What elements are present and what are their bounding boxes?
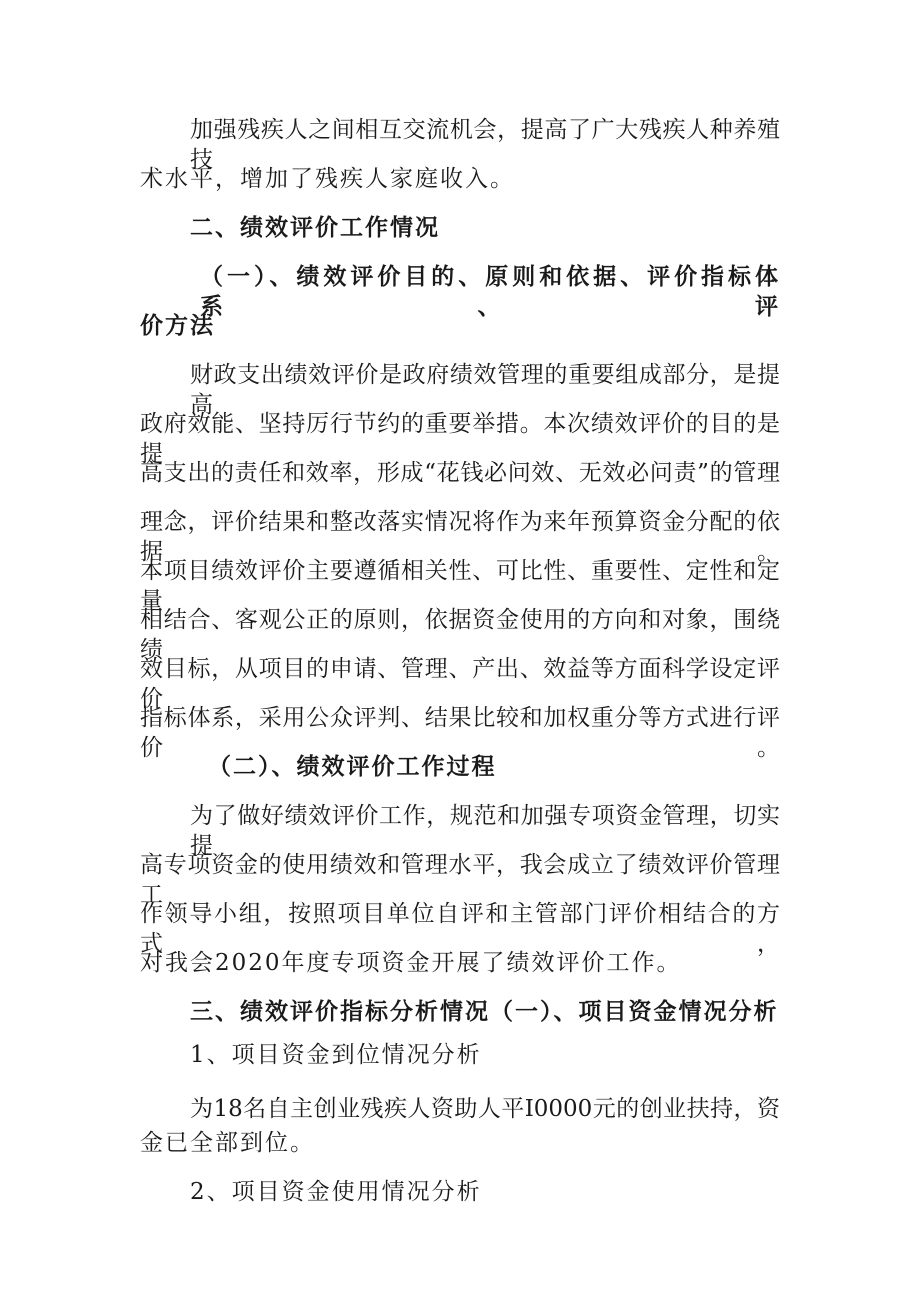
- paragraph-line: 术水平，增加了残疾人家庭收入。: [140, 166, 515, 192]
- item-heading: 1、项目资金到位情况分析: [190, 1042, 482, 1068]
- paragraph-line: 高专项资金的使用绩效和管理水平，我会成立了绩效评价管理工: [140, 852, 780, 908]
- paragraph-line: 高支出的责任和效率，形成“花钱必问效、无效必问责”的管理: [140, 460, 780, 486]
- paragraph-line: 金已全部到位。: [140, 1130, 315, 1156]
- paragraph-line: 为了做好绩效评价工作，规范和加强专项资金管理，切实提: [190, 803, 780, 859]
- paragraph-line: 相结合、客观公正的原则，依据资金使用的方向和对象，围绕绩: [140, 607, 780, 663]
- paragraph-line: 作领导小组，按照项目单位自评和主管部门评价相结合的方式，: [140, 901, 780, 957]
- paragraph-line: 本项目绩效评价主要遵循相关性、可比性、重要性、定性和定量: [140, 558, 780, 614]
- paragraph-line: 加强残疾人之间相互交流机会，提高了广大残疾人种养殖技: [190, 117, 780, 173]
- paragraph-line: 对我会2020年度专项资金开展了绩效评价工作。: [140, 950, 682, 976]
- item-heading: 2、项目资金使用情况分析: [190, 1179, 482, 1205]
- paragraph-line: 指标体系，采用公众评判、结果比较和加权重分等方式进行评价。: [140, 705, 780, 761]
- subsection-heading: 价方法: [140, 313, 215, 339]
- paragraph-line: 财政支出绩效评价是政府绩效管理的重要组成部分，是提高: [190, 362, 780, 418]
- paragraph-line: 政府效能、坚持厉行节约的重要举措。本次绩效评价的目的是提: [140, 411, 780, 467]
- paragraph-line: 效目标，从项目的申请、管理、产出、效益等方面科学设定评价: [140, 656, 780, 712]
- section-heading: 三、绩效评价指标分析情况（一）、项目资金情况分析: [190, 999, 779, 1025]
- paragraph-line: 理念，评价结果和整改落实情况将作为来年预算资金分配的依据。: [140, 509, 780, 565]
- subsection-heading: （一）、绩效评价目的、原则和依据、评价指标体系、评: [200, 264, 780, 320]
- section-heading: 二、绩效评价工作情况: [190, 215, 440, 241]
- subsection-heading: （二）、绩效评价工作过程: [208, 754, 497, 780]
- paragraph-line: 为18名自主创业残疾人资助人平I0000元的创业扶持，资: [190, 1096, 780, 1122]
